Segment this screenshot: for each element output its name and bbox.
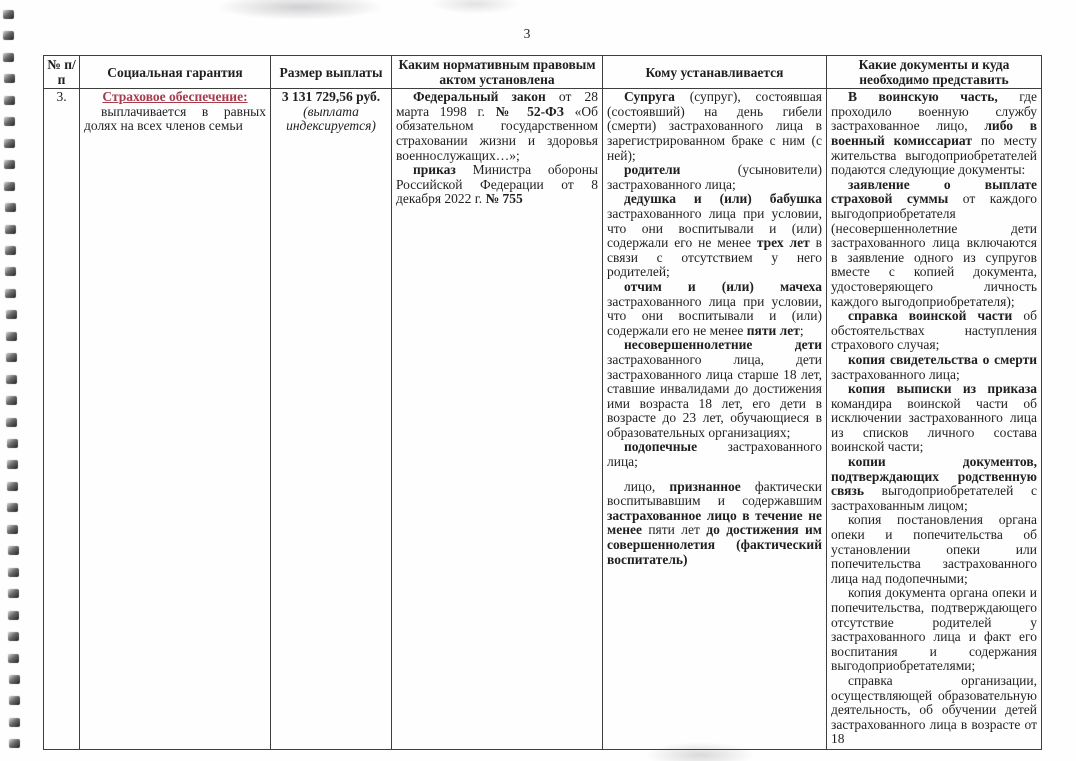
text-run: трех лет	[756, 235, 810, 251]
text-run: № 755	[485, 191, 523, 207]
binding-hole-icon	[5, 267, 16, 276]
text-run: застрахованного лица;	[831, 366, 960, 382]
text-run: несовершеннолетние дети	[624, 337, 822, 353]
scan-smudge	[215, 0, 385, 20]
recipients-cell	[603, 89, 827, 750]
documents-cell	[827, 89, 1042, 750]
paragraph	[831, 382, 1037, 455]
binding-hole-icon	[3, 31, 14, 40]
text-run: застрахованного лица, дети застрахованного лица старше 18 лет, ставшие инвалидами до достижения ими возраста 18 лет, его дети в возрасте до 23 лет, обучающиеся в образовательных организациях;	[607, 351, 822, 440]
text-run: по месту жительства выгодоприобретателей подаются следующие документы:	[831, 133, 1037, 178]
text-run: 3 131 729,56 руб.	[281, 89, 381, 105]
amount-cell	[271, 89, 392, 750]
paragraph	[831, 513, 1037, 586]
binding-hole-icon	[4, 160, 15, 169]
binding-hole-icon	[4, 182, 15, 191]
binding-hole-icon	[5, 225, 16, 234]
header-legal-act: Каким нормативным правовым актом установлена	[392, 56, 603, 89]
binding-hole-icon	[7, 460, 18, 469]
paragraph	[831, 674, 1037, 747]
paragraph	[84, 105, 266, 134]
text-run: дедушка и (или) бабушка	[624, 191, 822, 207]
header-num: № п/п	[44, 56, 80, 89]
binding-hole-icon	[4, 117, 15, 126]
binding-hole-icon	[5, 203, 16, 212]
paragraph	[607, 338, 822, 440]
binding-hole-icon	[8, 568, 19, 577]
text-run: застрахованного лица при условии, что они воспитывали и (или) содержали его не менее	[607, 293, 822, 338]
binding-hole-icon	[8, 611, 19, 620]
paragraph	[831, 586, 1037, 674]
text-run: Супруга	[624, 89, 675, 105]
text-run: копии документов, подтверждающих родственную связь	[831, 454, 1037, 499]
text-run: копия свидетельства о смерти	[848, 351, 1037, 367]
text-run: ;	[799, 322, 804, 338]
text-run: где проходило военную службу застрахованное лицо,	[831, 89, 1037, 134]
text-run: Федеральный закон	[413, 89, 546, 105]
text-run: пяти лет	[641, 522, 707, 538]
binding-hole-icon	[6, 310, 17, 319]
binding-hole-icon	[7, 439, 18, 448]
text-run: «Об обязательном государственном страховании жизни и здоровья военнослужащих…»;	[396, 103, 598, 163]
binding-strip	[0, 0, 26, 761]
text-run: застрахованного лица при условии, что они воспитывали и (или) содержали его не менее	[607, 205, 822, 251]
binding-hole-icon	[4, 96, 15, 105]
page-number: 3	[523, 26, 531, 41]
scan-smudge	[430, 0, 520, 14]
paragraph	[831, 353, 1037, 382]
binding-hole-icon	[9, 696, 20, 705]
text-run: (выплата индексируется)	[286, 103, 376, 134]
text-run: (супруг), состоявшая (состоявший) на день гибели (смерти) застрахованного лица в зарегистрированном браке с ним (с ней);	[607, 89, 822, 163]
text-run: копия документа органа опеки и попечительства, подтверждающего отсутствие родителей у застрахованного лица и факт его воспитания и содержания выгодоприобретателями;	[831, 585, 1037, 674]
binding-hole-icon	[6, 332, 17, 341]
binding-hole-icon	[8, 589, 19, 598]
paragraph	[607, 90, 822, 163]
header-documents: Какие документы и куда необходимо представить	[827, 56, 1042, 89]
text-run: об обстоятельствах наступления страхового случая;	[831, 308, 1037, 353]
text-run: приказ	[413, 162, 456, 178]
text-run: пяти лет	[746, 322, 800, 338]
binding-hole-icon	[8, 632, 19, 641]
text-run: признанное	[669, 478, 741, 494]
text-run: до достижения им совершеннолетия (фактический воспитатель)	[607, 522, 823, 567]
binding-hole-icon	[7, 503, 18, 512]
text-run: справка организации, осуществляющей образовательную деятельность, об обучении детей застрахованного лица в возрасте от 18	[831, 672, 1037, 747]
binding-hole-icon	[8, 546, 19, 555]
paragraph	[831, 455, 1037, 513]
binding-hole-icon	[6, 418, 17, 427]
paragraph	[607, 480, 822, 568]
text-run: (усыновители) застрахованного лица;	[607, 162, 822, 192]
text-run: подопечные	[624, 439, 698, 455]
text-run: командира воинской части об исключении застрахованного лица из списков личного состава воинской части;	[831, 395, 1037, 455]
text-run: В воинскую часть,	[848, 89, 998, 105]
paragraph	[831, 309, 1037, 353]
binding-hole-icon	[3, 10, 14, 19]
header-guarantee: Социальная гарантия	[80, 56, 271, 89]
binding-hole-icon	[5, 246, 16, 255]
paragraph	[607, 280, 822, 338]
text-run: Министра обороны Российской Федерации от 8 декабря 2022 г.	[396, 162, 598, 207]
paragraph	[275, 105, 387, 134]
text-run: родители	[624, 162, 681, 178]
binding-hole-icon	[6, 396, 17, 405]
binding-hole-icon	[5, 289, 16, 298]
paragraph	[607, 192, 822, 280]
benefits-table	[43, 55, 1042, 750]
text-run: копия постановления органа опеки и попечительства об установлении опеки или попечительства застрахованного лица над подопечными;	[831, 512, 1037, 586]
text-run: Страховое обеспечение:	[102, 89, 248, 105]
header-recipients: Кому устанавливается	[603, 56, 827, 89]
binding-hole-icon	[9, 675, 20, 684]
paragraph	[607, 440, 822, 469]
text-run: заявление о выплате страховой суммы	[831, 176, 1037, 207]
table-row	[44, 89, 1042, 750]
paragraph	[396, 163, 598, 207]
text-run: лицо,	[624, 478, 670, 494]
paragraph	[607, 163, 822, 192]
paragraph	[831, 90, 1037, 178]
text-run: выплачивается в равных долях на всех членов семьи	[84, 103, 266, 134]
binding-hole-icon	[7, 482, 18, 491]
table-header-row	[44, 56, 1042, 89]
paragraph	[831, 178, 1037, 309]
paragraph	[84, 90, 266, 105]
legal-act-cell	[392, 89, 603, 750]
text-run: от 28 марта 1998 г.	[396, 89, 598, 119]
text-run: фактически воспитывавшим и содержавшим	[607, 478, 822, 509]
header-amount: Размер выплаты	[271, 56, 392, 89]
guarantee-cell	[80, 89, 271, 750]
paragraph	[275, 90, 387, 105]
text-run: справка воинской части	[848, 308, 1013, 324]
row-number-cell: 3.	[44, 89, 80, 750]
binding-hole-icon	[9, 718, 20, 727]
binding-hole-icon	[9, 739, 20, 748]
text-run: от каждого выгодоприобретателя (несовершеннолетние дети застрахованного лица включаются в заявление одного из супругов вместе с копией документа, удостоверяющего личность каждого выгодоприобретателя);	[831, 191, 1038, 309]
binding-hole-icon	[4, 74, 15, 83]
binding-hole-icon	[7, 525, 18, 534]
text-run: в связи с отсутствием у него родителей;	[607, 235, 822, 280]
binding-hole-icon	[6, 353, 17, 362]
binding-hole-icon	[6, 375, 17, 384]
binding-hole-icon	[3, 53, 14, 62]
binding-hole-icon	[8, 654, 19, 663]
text-run: либо в военный комиссариат	[831, 118, 1037, 148]
text-run: отчим и (или) мачеха	[624, 278, 822, 294]
text-run: копия выписки из приказа	[848, 381, 1037, 397]
text-run: застрахованного лица;	[607, 439, 822, 470]
text-run: № 52-ФЗ	[495, 103, 564, 119]
text-run: выгодоприобретателей с застрахованным лицом;	[831, 483, 1037, 513]
text-run: застрахованное лицо в течение не менее	[607, 507, 822, 538]
binding-hole-icon	[4, 139, 15, 148]
paragraph	[396, 90, 598, 163]
